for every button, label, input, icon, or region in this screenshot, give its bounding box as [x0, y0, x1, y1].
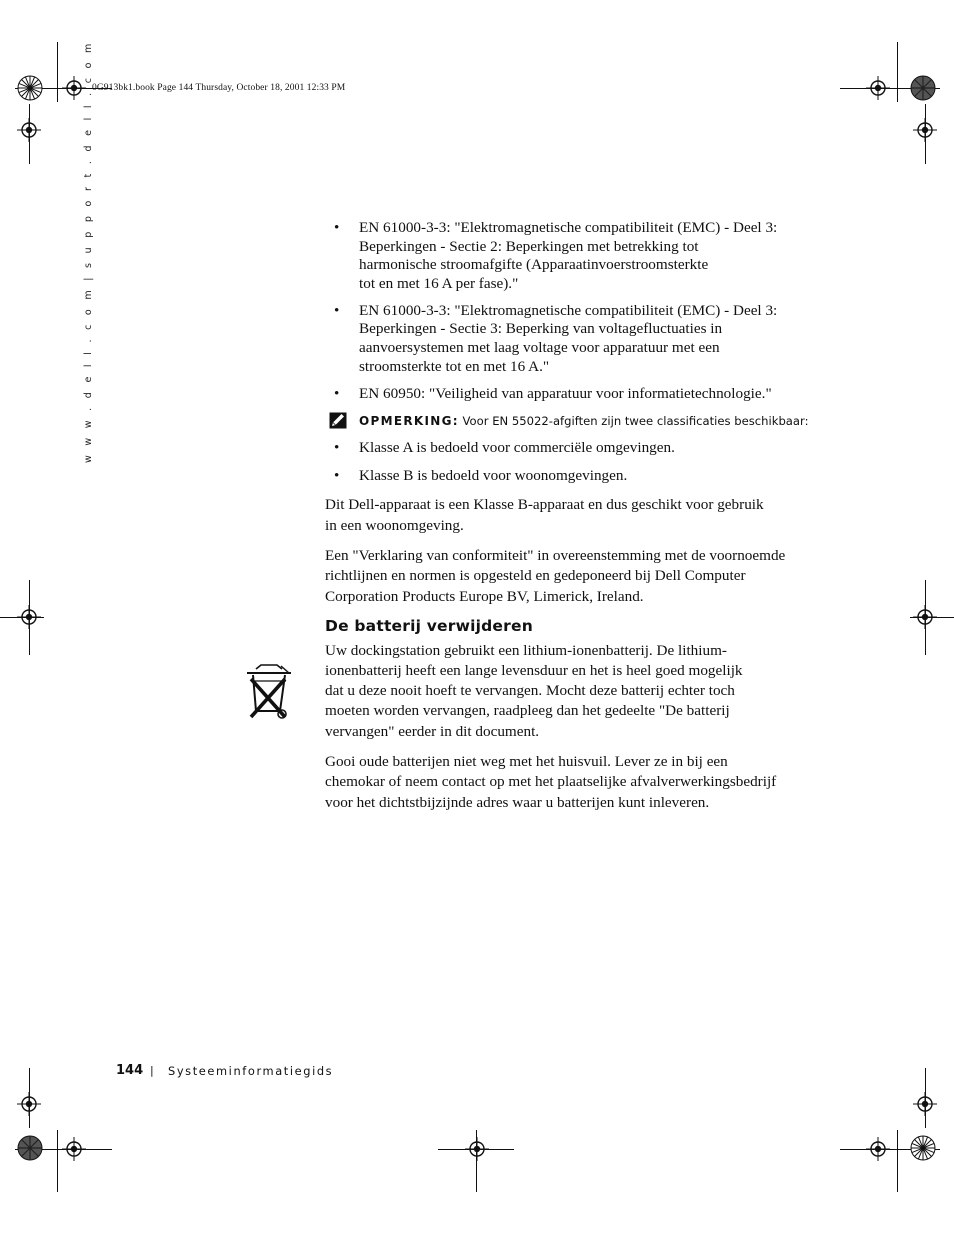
registration-mark-icon	[913, 1092, 937, 1116]
crop-line	[57, 1130, 58, 1192]
text-line: harmonische stroomafgifte (Apparaatinvoerstroomsterkte	[359, 256, 709, 274]
text-line: stroomsterkte tot en met 16 A."	[359, 357, 550, 375]
text-line: Klasse B is bedoeld voor woonomgevingen.	[359, 466, 628, 484]
main-content	[325, 219, 817, 822]
text-line: aanvoersystemen met laag voltage voor apparatuur met een	[359, 339, 720, 357]
registration-mark-icon	[465, 1137, 489, 1161]
text-line: Gooi oude batterijen niet weg met het huisvuil. Lever ze in bij een	[325, 753, 728, 771]
paragraph-conformity	[325, 546, 817, 608]
registration-mark-icon	[913, 118, 937, 142]
text-line: EN 61000-3-3: "Elektromagnetische compatibiliteit (EMC) - Deel 3:	[359, 301, 778, 319]
crop-line	[57, 42, 58, 102]
list-item	[325, 219, 817, 293]
registration-mark-icon	[866, 76, 890, 100]
registration-mark-icon	[913, 605, 937, 629]
text-line: Een "Verklaring van conformiteit" in overeenstemming met de voornoemde	[325, 546, 786, 564]
text-line: ionenbatterij heeft een lange levensduur en het is heel goed mogelijk	[325, 661, 743, 679]
book-header-info: 0G913bk1.book Page 144 Thursday, October 18, 2001 12:33 PM	[92, 83, 346, 93]
paragraph-disposal	[325, 752, 817, 813]
pencil-note-icon	[329, 412, 347, 429]
text-line: Dit Dell-apparaat is een Klasse B-apparaat en dus geschikt voor gebruik	[325, 496, 764, 514]
registration-mark-icon	[17, 605, 41, 629]
note-callout	[325, 412, 817, 431]
paragraph-dell-class	[325, 495, 817, 536]
paragraph-battery	[325, 641, 817, 742]
text-line: Beperkingen - Sectie 3: Beperking van voltagefluctuaties in	[359, 320, 723, 338]
text-line: Corporation Products Europe BV, Limerick, Ireland.	[325, 587, 644, 605]
list-item	[325, 467, 817, 486]
bullet-marker: •	[334, 301, 340, 319]
note-label: OPMERKING:	[359, 413, 459, 428]
text-line: Beperkingen - Sectie 2: Beperkingen met betrekking tot	[359, 237, 699, 255]
footer-separator: |	[150, 1064, 154, 1077]
bullet-marker: •	[334, 219, 340, 236]
registration-mark-icon	[17, 118, 41, 142]
crop-line	[897, 42, 898, 102]
page-number: 144	[116, 1063, 144, 1078]
starburst-mark-icon	[17, 75, 43, 101]
crop-line	[897, 1130, 898, 1192]
text-line: moeten worden vervangen, raadpleeg dan het gedeelte "De batterij	[325, 702, 730, 720]
footer-title: Systeeminformatiegids	[168, 1064, 334, 1078]
bullet-marker: •	[334, 384, 340, 402]
list-item	[325, 439, 817, 458]
crossed-out-wheelie-bin-icon	[245, 663, 293, 723]
text-line: Uw dockingstation gebruikt een lithium-ionenbatterij. De lithium-	[325, 641, 727, 659]
starburst-mark-icon	[910, 1135, 936, 1161]
side-url-text: w w w . d e l l . c o m | s u p p o r t . d e l l . c o m	[83, 40, 94, 463]
section-heading: De batterij verwijderen	[325, 617, 533, 636]
note-text: Voor EN 55022-afgiften zijn twee classificaties beschikbaar:	[458, 413, 809, 428]
text-line: dat u deze nooit hoeft te vervangen. Mocht deze batterij echter toch	[325, 682, 735, 700]
registration-mark-icon	[62, 1137, 86, 1161]
text-line: richtlijnen en normen is opgesteld en gedeponeerd bij Dell Computer	[325, 567, 746, 585]
registration-mark-icon	[17, 1092, 41, 1116]
text-line: tot en met 16 A per fase)."	[359, 274, 519, 292]
starburst-mark-icon	[910, 75, 936, 101]
text-line: EN 60950: "Veiligheid van apparatuur voor informatietechnologie."	[359, 384, 772, 402]
starburst-mark-icon	[17, 1135, 43, 1161]
text-line: Klasse A is bedoeld voor commerciële omgevingen.	[359, 439, 675, 457]
text-line: in een woonomgeving.	[325, 516, 464, 534]
list-item	[325, 302, 817, 376]
list-item	[325, 385, 817, 404]
text-line: voor het dichtstbijzijnde adres waar u batterijen kunt inleveren.	[325, 793, 710, 811]
text-line: vervangen" eerder in dit document.	[325, 722, 540, 740]
text-line: chemokar of neem contact op met het plaatselijke afvalverwerkingsbedrijf	[325, 773, 777, 791]
text-line: EN 61000-3-3: "Elektromagnetische compatibiliteit (EMC) - Deel 3:	[359, 219, 778, 236]
registration-mark-icon	[866, 1137, 890, 1161]
bullet-marker: •	[334, 466, 340, 484]
bullet-marker: •	[334, 439, 340, 457]
